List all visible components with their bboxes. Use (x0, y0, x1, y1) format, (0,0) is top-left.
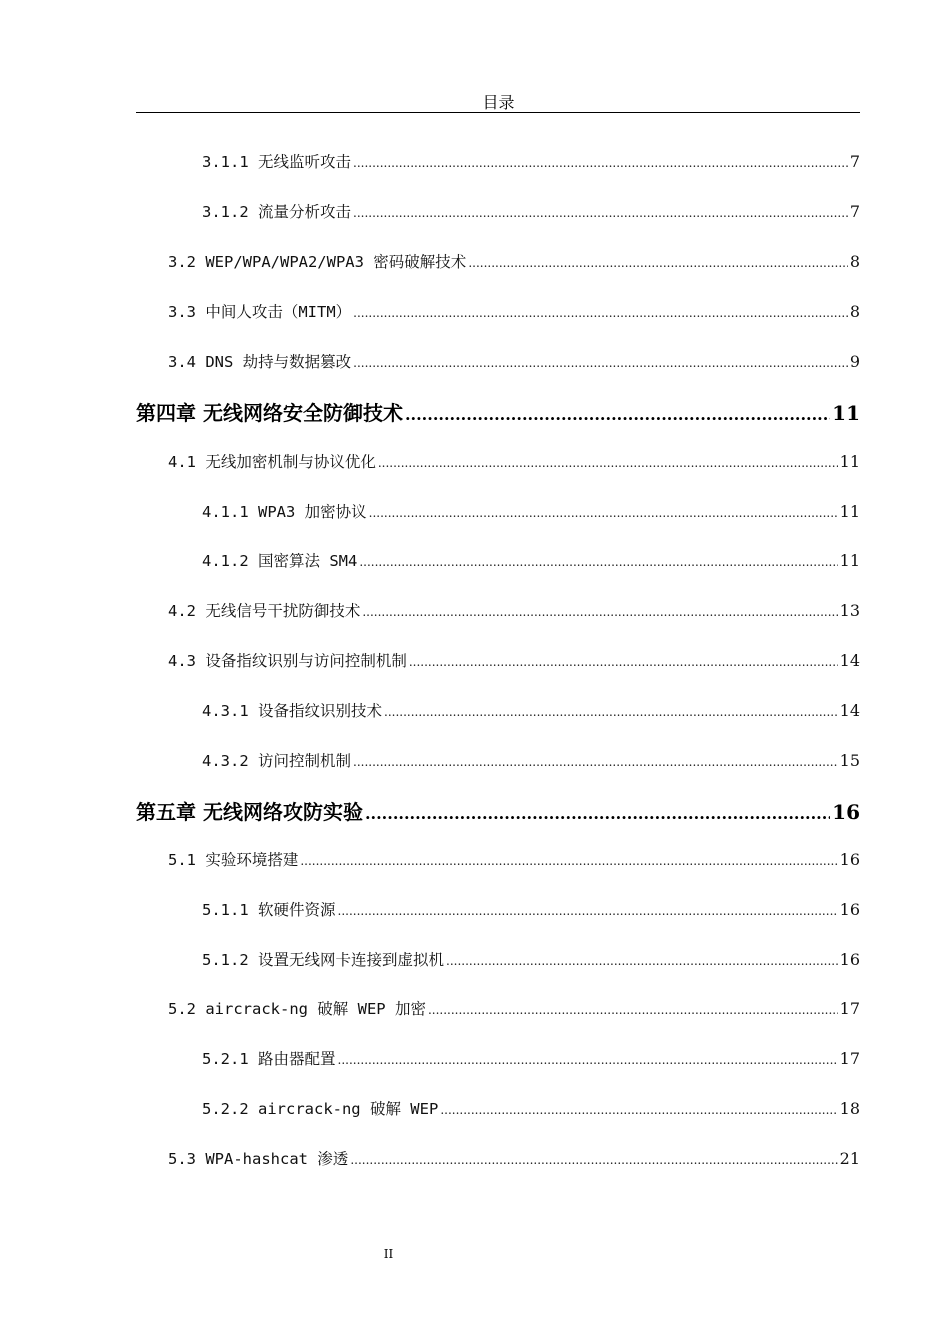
toc-leader-dots (353, 156, 848, 170)
toc-entry-page: 16 (839, 850, 860, 869)
toc-leader-dots (353, 206, 848, 220)
toc-entry-label: 4.3.1 设备指纹识别技术 (202, 702, 382, 720)
toc-entry-label: 5.2 aircrack-ng 破解 WEP 加密 (168, 1000, 426, 1018)
toc-leader-dots (353, 755, 838, 769)
toc-entry[interactable] (202, 898, 860, 920)
toc-entry[interactable] (202, 699, 860, 721)
toc-entry-label: 5.2.1 路由器配置 (202, 1050, 336, 1068)
toc-entry-page: 11 (832, 401, 860, 425)
toc-leader-dots (359, 555, 837, 569)
toc-entry-label: 5.1 实验环境搭建 (168, 851, 299, 869)
toc-entry[interactable] (168, 450, 860, 472)
toc-entry-page: 16 (832, 800, 860, 824)
toc-leader-dots (405, 405, 830, 424)
toc-entry-label: 4.1.2 国密算法 SM4 (202, 552, 358, 570)
toc-leader-dots (409, 655, 838, 669)
toc-leader-dots (338, 904, 838, 918)
toc-entry-page: 14 (839, 651, 860, 670)
toc-entry[interactable] (202, 1097, 860, 1119)
toc-entry-label: 4.2 无线信号干扰防御技术 (168, 602, 361, 620)
toc-entry-page: 9 (849, 352, 860, 371)
toc-entry-page: 11 (839, 551, 860, 570)
toc-leader-dots (446, 954, 838, 968)
toc-entry[interactable] (202, 1047, 860, 1069)
toc-entry-page: 16 (839, 900, 860, 919)
toc-entry[interactable] (168, 1147, 860, 1169)
toc-entry[interactable] (168, 649, 860, 671)
toc-entry[interactable] (168, 599, 860, 621)
toc-leader-dots (428, 1003, 838, 1017)
toc-entry[interactable] (202, 948, 860, 970)
toc-entry-label: 4.3.2 访问控制机制 (202, 752, 351, 770)
toc-entry-page: 11 (839, 502, 860, 521)
toc-entry-label: 第四章 无线网络安全防御技术 (136, 401, 403, 425)
toc-leader-dots (369, 506, 838, 520)
toc-entry[interactable] (168, 848, 860, 870)
toc-entry[interactable] (168, 350, 860, 372)
toc-leader-dots (378, 456, 838, 470)
toc-entry[interactable] (202, 500, 860, 522)
page-number-footer: II (383, 1247, 394, 1261)
toc-entry-label: 第五章 无线网络攻防实验 (136, 800, 363, 824)
toc-leader-dots (350, 1153, 837, 1167)
toc-entry[interactable] (168, 250, 860, 272)
toc-entry[interactable] (202, 549, 860, 571)
toc-leader-dots (353, 306, 848, 320)
toc-entry-label: 4.3 设备指纹识别与访问控制机制 (168, 652, 407, 670)
toc-entry-label: 3.2 WEP/WPA/WPA2/WPA3 密码破解技术 (168, 253, 467, 271)
toc-entry-label: 4.1.1 WPA3 加密协议 (202, 503, 367, 521)
toc-entry[interactable] (136, 397, 860, 426)
toc-entry-label: 5.3 WPA-hashcat 渗透 (168, 1150, 349, 1168)
toc-entry-page: 17 (839, 1049, 860, 1068)
toc-entry-page: 15 (839, 751, 860, 770)
toc-leader-dots (468, 256, 848, 270)
toc-entry-label: 3.1.1 无线监听攻击 (202, 153, 351, 171)
toc-entry-page: 7 (849, 202, 860, 221)
toc-entry-page: 7 (849, 152, 860, 171)
toc-entry-label: 5.1.2 设置无线网卡连接到虚拟机 (202, 951, 444, 969)
toc-entry-page: 13 (839, 601, 860, 620)
toc-leader-dots (440, 1103, 837, 1117)
toc-entry-page: 17 (839, 999, 860, 1018)
toc-entry-label: 5.2.2 aircrack-ng 破解 WEP (202, 1100, 439, 1118)
toc-entry-page: 8 (849, 302, 860, 321)
toc-entry[interactable] (202, 749, 860, 771)
toc-entry[interactable] (168, 300, 860, 322)
toc-entry[interactable] (136, 796, 860, 825)
toc-entry-label: 5.1.1 软硬件资源 (202, 901, 336, 919)
toc-entry-page: 11 (839, 452, 860, 471)
toc-leader-dots (338, 1053, 838, 1067)
toc-entry-label: 4.1 无线加密机制与协议优化 (168, 453, 376, 471)
toc-entry[interactable] (202, 150, 860, 172)
toc-leader-dots (365, 804, 830, 823)
toc-entry[interactable] (168, 997, 860, 1019)
toc-entry-page: 18 (839, 1099, 860, 1118)
toc-leader-dots (353, 356, 848, 370)
toc-entry[interactable] (202, 200, 860, 222)
toc-leader-dots (300, 854, 837, 868)
toc-entry-page: 8 (849, 252, 860, 271)
page-header-title: 目录 (482, 93, 515, 112)
toc-entry-page: 21 (839, 1149, 860, 1168)
toc-leader-dots (362, 605, 837, 619)
toc-entry-label: 3.4 DNS 劫持与数据篡改 (168, 353, 352, 371)
toc-entry-label: 3.3 中间人攻击（MITM） (168, 303, 352, 321)
toc-leader-dots (384, 705, 838, 719)
toc-entry-page: 14 (839, 701, 860, 720)
toc-entry-label: 3.1.2 流量分析攻击 (202, 203, 351, 221)
toc-entry-page: 16 (839, 950, 860, 969)
